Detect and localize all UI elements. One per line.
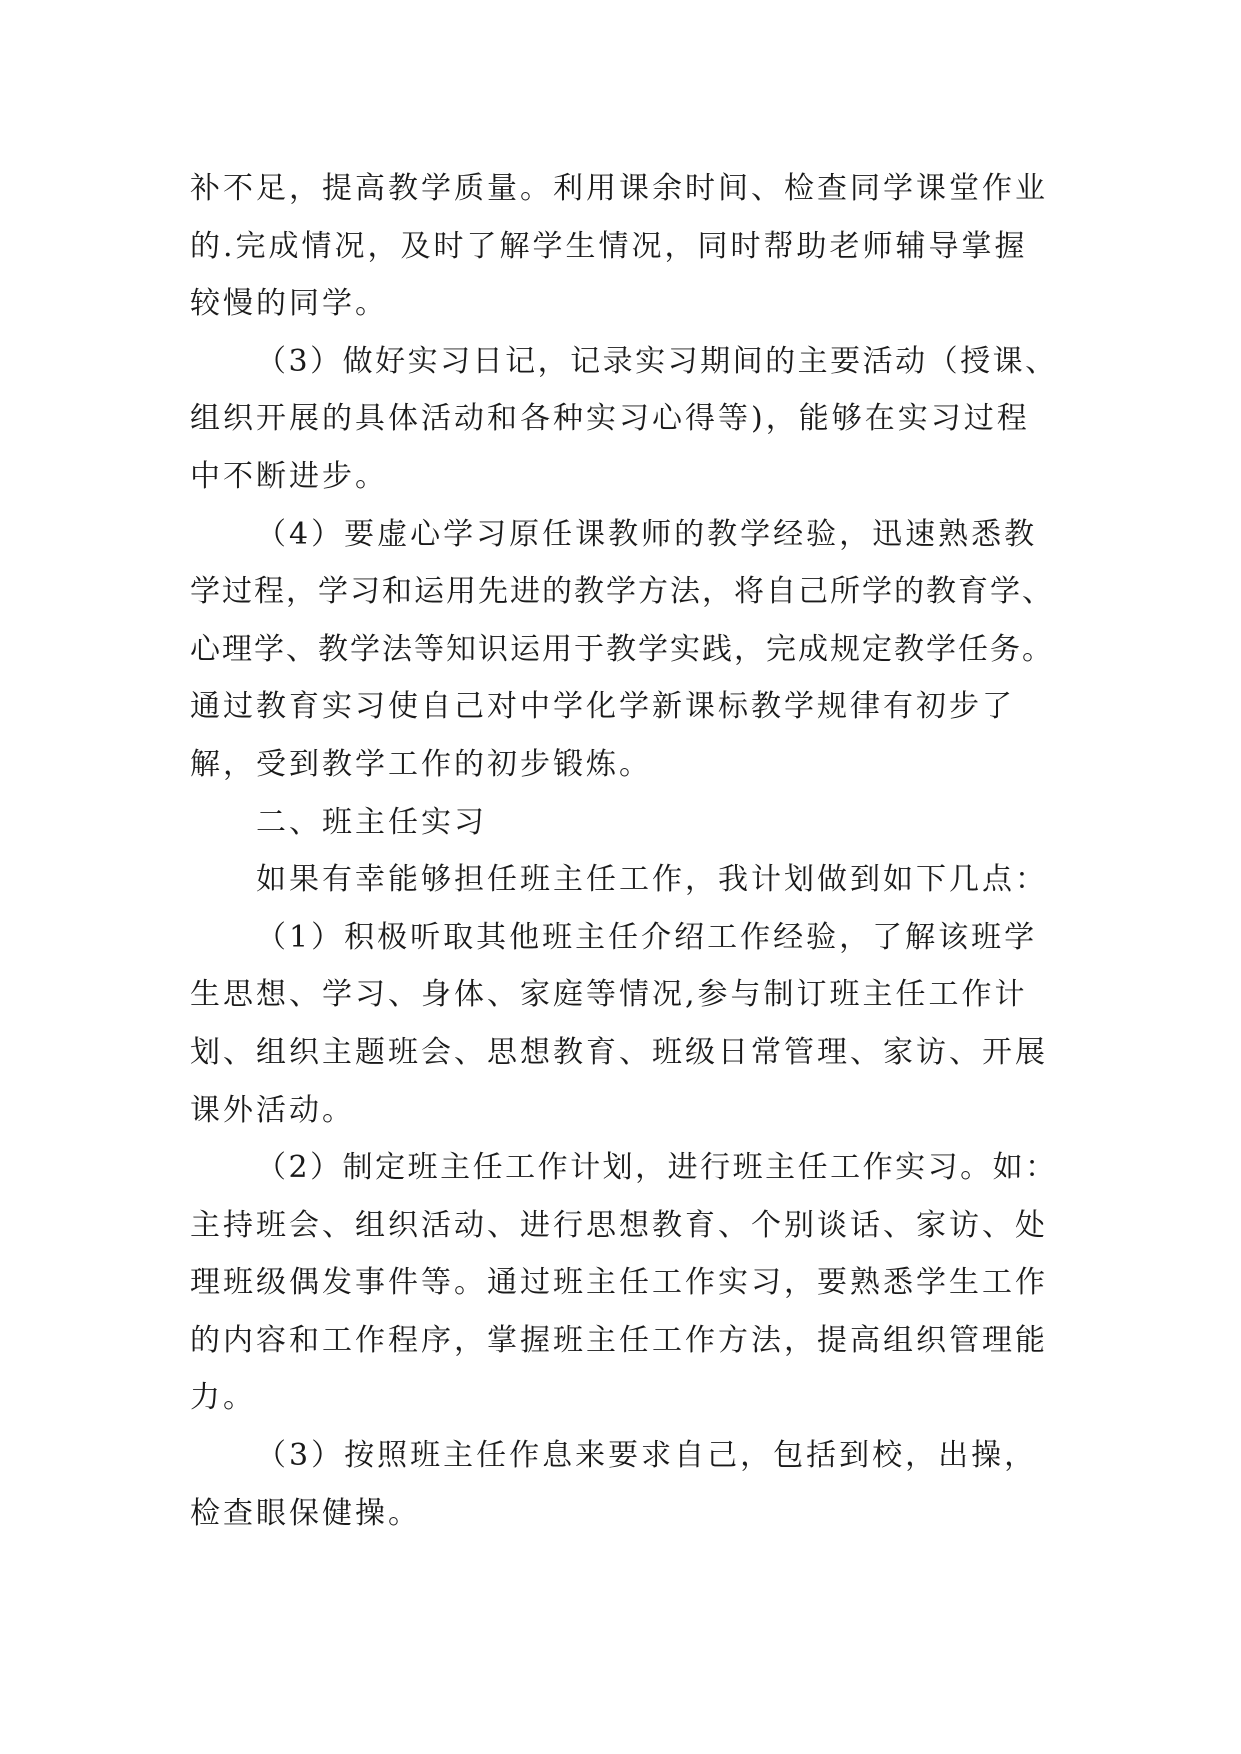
text-line: 中不断进步。 bbox=[190, 458, 388, 494]
text-line: 理班级偶发事件等。通过班主任工作实习，要熟悉学生工作 bbox=[190, 1265, 1048, 1301]
text-line: （4）要虚心学习原任课教师的教学经验，迅速熟悉教 bbox=[256, 516, 1038, 552]
text-line: 检查眼保健操。 bbox=[190, 1495, 421, 1531]
text-line: （3）按照班主任作息来要求自己，包括到校，出操， bbox=[256, 1438, 1038, 1474]
text-line: 生思想、学习、身体、家庭等情况,参与制订班主任工作计 bbox=[190, 977, 1028, 1013]
text-line: 心理学、教学法等知识运用于教学实践，完成规定教学任务。 bbox=[190, 631, 1054, 667]
document-body bbox=[190, 160, 1060, 1542]
text-line: 主持班会、组织活动、进行思想教育、个别谈话、家访、处 bbox=[190, 1207, 1048, 1243]
text-line: （3）做好实习日记，记录实习期间的主要活动（授课、 bbox=[256, 343, 1058, 379]
text-line: 如果有幸能够担任班主任工作，我计划做到如下几点： bbox=[256, 862, 1048, 898]
text-line: 划、组织主题班会、思想教育、班级日常管理、家访、开展 bbox=[190, 1034, 1048, 1070]
text-line: （2）制定班主任工作计划，进行班主任工作实习。如： bbox=[256, 1150, 1058, 1186]
text-line: 组织开展的具体活动和各种实习心得等)，能够在实习过程 bbox=[190, 401, 1030, 437]
text-line: （1）积极听取其他班主任介绍工作经验，了解该班学 bbox=[256, 919, 1038, 955]
text-line: 二、班主任实习 bbox=[256, 804, 487, 840]
text-line: 解，受到教学工作的初步锻炼。 bbox=[190, 746, 652, 782]
text-line: 课外活动。 bbox=[190, 1092, 355, 1128]
text-line: 补不足，提高教学质量。利用课余时间、检查同学课堂作业 bbox=[190, 171, 1048, 206]
text-line: 的.完成情况，及时了解学生情况，同时帮助老师辅导掌握 bbox=[190, 228, 1028, 264]
text-line: 通过教育实习使自己对中学化学新课标教学规律有初步了 bbox=[190, 689, 1015, 725]
text-line: 学过程，学习和运用先进的教学方法，将自己所学的教育学、 bbox=[190, 574, 1054, 610]
text-line: 力。 bbox=[190, 1380, 256, 1416]
text-line: 的内容和工作程序，掌握班主任工作方法，提高组织管理能 bbox=[190, 1322, 1048, 1358]
text-line: 较慢的同学。 bbox=[190, 286, 388, 322]
